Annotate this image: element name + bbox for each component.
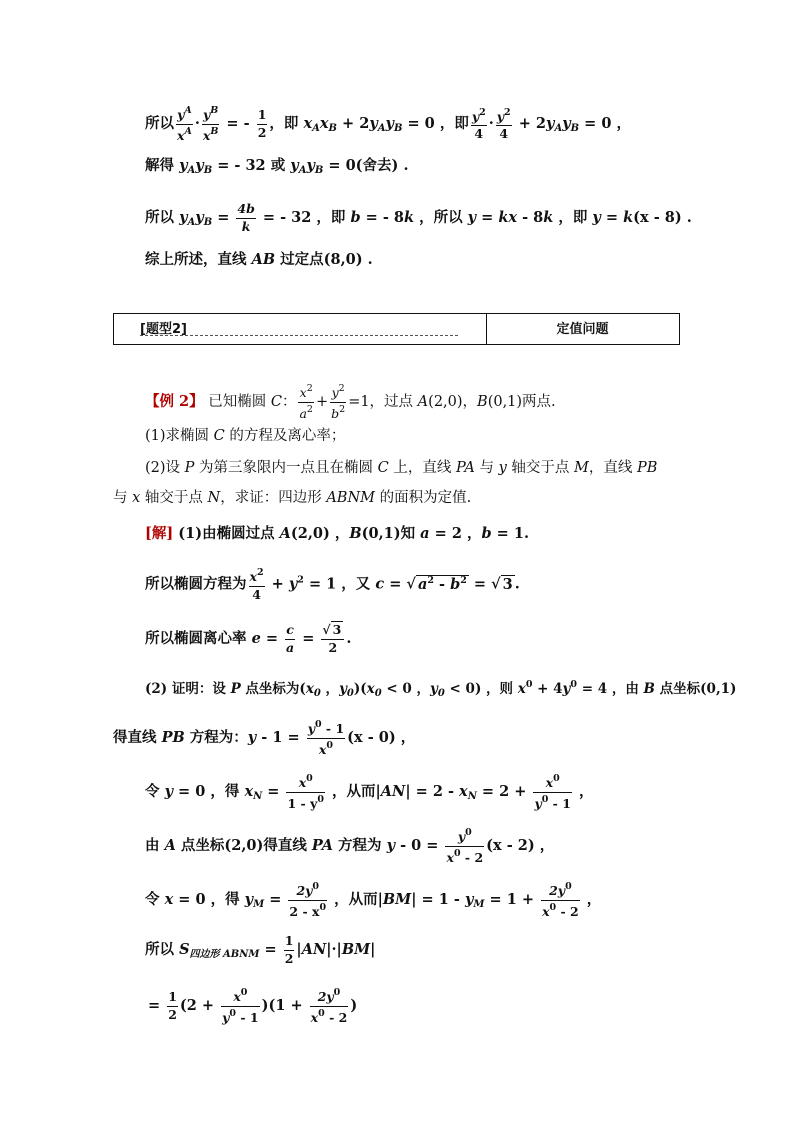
text: y <box>244 891 254 908</box>
text: + 2 <box>513 115 547 132</box>
text: · <box>194 115 200 132</box>
text: = <box>262 783 285 800</box>
question-2-line-2 <box>113 488 471 508</box>
text: PB <box>636 460 658 476</box>
text: < 0 ， <box>381 681 431 697</box>
text: c <box>375 575 385 593</box>
text: |·| <box>326 941 342 958</box>
text: y <box>369 115 378 132</box>
text: = <box>148 997 166 1014</box>
text: = 2 ， <box>429 525 482 542</box>
text: y <box>179 157 188 174</box>
sqrt-sign: √ <box>406 575 416 593</box>
text: y <box>464 891 474 908</box>
text: y <box>498 460 507 476</box>
text: = - 32 或 <box>212 157 291 174</box>
text: 0 <box>374 688 382 699</box>
text: b <box>481 525 492 542</box>
solution-line-5 <box>113 720 415 756</box>
text: x <box>319 115 329 132</box>
text: (1)求椭圆 <box>145 428 214 444</box>
text: ，从而| <box>326 783 381 800</box>
fraction: $\frac{y^2}{b^2}$ <box>331 383 346 421</box>
fraction: $\frac{y^0}{x^0 - 2}$ <box>446 827 484 865</box>
solution-line-3 <box>145 624 351 654</box>
sqrt-body: $a^2 - b^2$ <box>417 574 467 593</box>
text: C <box>270 394 282 410</box>
text: ，从而| <box>329 891 383 908</box>
text: + 2 <box>337 115 370 132</box>
text: 得直线 <box>113 729 162 746</box>
text: = <box>221 115 244 132</box>
text: A <box>164 837 176 854</box>
text: A <box>377 123 386 134</box>
text: B <box>314 165 324 176</box>
text: (2)设 <box>145 460 185 476</box>
text: k <box>623 209 634 226</box>
text: ， <box>581 891 602 908</box>
text: y <box>546 115 555 132</box>
text: 过定点(8,0) . <box>275 251 373 268</box>
text: 0 <box>346 688 354 699</box>
text: A <box>298 165 307 176</box>
text: a <box>420 525 430 542</box>
fraction: $\frac{1}{2}$ <box>284 933 294 966</box>
text: (x - 2) ， <box>486 837 555 854</box>
text: A <box>417 394 429 410</box>
text: · <box>488 115 494 132</box>
text: + <box>266 575 289 593</box>
topic-tag: [题型2] <box>140 322 187 337</box>
text: ，求证：四边形 <box>220 490 327 506</box>
text: = 2 + <box>476 783 532 800</box>
text: ， <box>320 681 340 697</box>
text: x <box>517 681 526 697</box>
text: = 0 ，得 <box>173 891 245 908</box>
text: 令 <box>145 891 165 908</box>
text: N <box>467 791 477 802</box>
text: 由 <box>145 837 165 854</box>
text: x <box>164 891 174 908</box>
text: 0 <box>570 679 578 690</box>
text: + <box>315 394 329 410</box>
text: A <box>187 217 196 228</box>
text: 与 <box>474 460 499 476</box>
fraction: $\frac{x^0}{y^0 - 1}$ <box>222 987 259 1025</box>
text: y <box>195 157 204 174</box>
fraction: $\frac{x^0}{1 - y^0}$ <box>287 773 324 811</box>
solution-line-7 <box>145 828 554 864</box>
text: 轴交于点 <box>140 490 208 506</box>
line-1 <box>145 106 631 142</box>
text: 所以椭圆方程为 <box>145 575 247 593</box>
topic-banner-left <box>114 314 487 344</box>
text: 所以 <box>145 941 180 958</box>
text: C <box>377 460 389 476</box>
text: y <box>339 681 347 697</box>
text: k <box>543 209 554 226</box>
text: 点坐标(2,0)得直线 <box>175 837 312 854</box>
dashed-divider <box>140 335 458 336</box>
fraction: $\frac{x^2}{a^2}$ <box>299 383 313 421</box>
line-3 <box>145 203 692 233</box>
text: 为第三象限内一点且在椭圆 <box>194 460 378 476</box>
text: M <box>574 460 589 476</box>
text: 所以椭圆离心率 <box>145 630 252 647</box>
solution-line-9 <box>145 935 375 965</box>
text: AN <box>380 783 406 800</box>
text: B <box>203 217 213 228</box>
text: x <box>366 681 375 697</box>
line-4 <box>145 250 373 270</box>
text: = <box>384 575 407 593</box>
text: B <box>328 123 337 134</box>
text: (2) 证明：设 <box>145 681 231 697</box>
text: B <box>643 681 655 697</box>
text: ，即 <box>269 115 304 132</box>
topic-banner <box>113 313 680 345</box>
fraction: $\frac{1}{2}$ <box>257 107 267 140</box>
text: - 1 = <box>256 729 305 746</box>
solution-line-1 <box>145 524 529 544</box>
text: y <box>179 209 188 226</box>
fraction: $\frac{y^0 - 1}{x^0}$ <box>307 719 345 757</box>
text: 上，直线 <box>388 460 456 476</box>
text: 令 <box>145 783 165 800</box>
text: ： <box>281 394 297 410</box>
text: BM <box>341 941 371 958</box>
text: )(1 + <box>261 997 308 1014</box>
text: = <box>476 209 499 226</box>
text: B <box>349 525 362 542</box>
sqrt-body: 3 <box>502 575 513 593</box>
text: 0 <box>525 679 533 690</box>
text: 与 <box>113 490 133 506</box>
text: y <box>164 783 173 800</box>
text: AN <box>301 941 327 958</box>
text: ABNM <box>326 490 375 506</box>
text: (2,0)， <box>428 394 478 410</box>
solution-line-6 <box>145 774 593 810</box>
text: ，所以 <box>414 209 468 226</box>
text: = 0(舍去) . <box>323 157 409 174</box>
text: y <box>290 157 299 174</box>
text: y <box>306 157 315 174</box>
text: B <box>477 394 488 410</box>
question-1 <box>145 426 345 446</box>
text: = <box>264 891 287 908</box>
solution-tag: [解] <box>145 525 174 542</box>
text: 综上所述，直线 <box>145 251 252 268</box>
fraction: $\frac{y^2}{4}$ <box>496 106 511 141</box>
solution-line-4 <box>145 675 736 704</box>
question-2-line-1 <box>145 458 657 478</box>
text: y <box>385 115 394 132</box>
text: 解得 <box>145 157 180 174</box>
text: | = 1 - <box>411 891 465 908</box>
text: A <box>187 165 196 176</box>
text: 点坐标(0,1) <box>654 681 737 697</box>
text: + 4 <box>532 681 563 697</box>
fraction: $\frac{2y^0}{2 - x^0}$ <box>289 881 327 919</box>
text: N <box>253 791 263 802</box>
text: AB <box>251 251 276 268</box>
text: ， <box>573 783 594 800</box>
text: x <box>303 115 313 132</box>
text: 轴交于点 <box>506 460 575 476</box>
text: (2,0) ， <box>290 525 350 542</box>
text: e <box>251 630 261 647</box>
text: 四边形 ABNM <box>189 949 260 960</box>
text: y <box>247 729 257 746</box>
text: y <box>430 681 438 697</box>
text: P <box>184 460 195 476</box>
text: = <box>259 941 282 958</box>
text: = - 8 <box>360 209 404 226</box>
topic-title: 定值问题 <box>556 322 609 337</box>
text: BM <box>382 891 412 908</box>
text: = 0 ，得 <box>173 783 245 800</box>
text: . <box>514 575 520 593</box>
example-tag: 【例 2】 <box>145 393 204 410</box>
text: )( <box>353 681 367 697</box>
text: = 1 ，又 <box>303 575 376 593</box>
text: (1)由椭圆过点 <box>173 525 280 542</box>
fraction: $\frac{4b}{k}$ <box>237 201 255 234</box>
text: = 0 ，即 <box>402 115 469 132</box>
text: | = 2 - <box>405 783 460 800</box>
text: S <box>179 941 190 958</box>
text: N <box>207 490 221 506</box>
text: (x - 8) . <box>633 209 692 226</box>
text: 方程为： <box>184 729 248 746</box>
text: 点坐标为( <box>240 681 306 697</box>
fraction: $\frac{2y^0}{x^0 - 2}$ <box>310 987 348 1025</box>
text: A <box>279 525 291 542</box>
solution-line-2 <box>145 568 520 601</box>
text: B <box>203 165 213 176</box>
example-2-line <box>145 384 556 420</box>
text: 0 <box>437 688 445 699</box>
text: = <box>297 630 320 647</box>
text: 的方程及离心率； <box>224 428 346 444</box>
text: y <box>288 575 298 593</box>
text: ，直线 <box>588 460 637 476</box>
solution-line-10 <box>148 988 357 1024</box>
text: = <box>468 575 492 593</box>
fraction: $\frac{c}{a}$ <box>286 622 295 655</box>
text: 所以 <box>145 209 180 226</box>
text: x <box>244 783 254 800</box>
text: B <box>393 123 403 134</box>
text: b <box>350 209 361 226</box>
text: PA <box>311 837 333 854</box>
text: (x - 0) ， <box>347 729 416 746</box>
text: 0 <box>313 688 321 699</box>
text: y <box>562 681 571 697</box>
fraction: $\frac{x^2}{4}$ <box>249 567 264 602</box>
text: C <box>213 428 225 444</box>
text: P <box>230 681 241 697</box>
text: PB <box>161 729 185 746</box>
text: | <box>296 941 302 958</box>
text: =1，过点 <box>348 394 418 410</box>
fraction: $\frac{1}{2}$ <box>168 989 177 1022</box>
text: B <box>570 123 580 134</box>
text: = <box>212 209 235 226</box>
text: y <box>467 209 477 226</box>
text: x <box>459 783 468 800</box>
text: 所以 <box>145 115 174 132</box>
text: - 0 = <box>395 837 444 854</box>
text: y <box>592 209 601 226</box>
text: . <box>346 630 352 647</box>
text: A <box>554 123 563 134</box>
text: y <box>195 209 204 226</box>
text: x <box>132 490 141 506</box>
text: (0,1)两点. <box>487 394 556 410</box>
sqrt-sign: √ <box>491 575 501 593</box>
text: (0,1)知 <box>361 525 421 542</box>
text: | <box>370 941 376 958</box>
text: - <box>243 115 255 132</box>
text: M <box>473 899 485 910</box>
text: = 1 + <box>484 891 540 908</box>
fraction: $\frac{y^A}{x^A}$ <box>177 105 192 143</box>
text: = 4 ，由 <box>577 681 644 697</box>
solution-line-8 <box>145 882 601 918</box>
fraction: $\frac{2y^0}{x^0 - 2}$ <box>542 881 579 919</box>
text: - 8 <box>517 209 544 226</box>
text: < 0) ，则 <box>444 681 518 697</box>
text: 已知椭圆 <box>203 394 271 410</box>
fraction: $\frac{y^B}{x^B}$ <box>202 105 219 143</box>
text: y <box>562 115 571 132</box>
text: kx <box>498 209 518 226</box>
text: = - 32 ，即 <box>257 209 351 226</box>
text: A <box>312 123 320 134</box>
text: y <box>386 837 396 854</box>
text: = 0 ， <box>579 115 631 132</box>
fraction: $\frac{√ 3}{2}$ <box>321 624 344 654</box>
text: (2 + <box>179 997 220 1014</box>
text: ，即 <box>553 209 593 226</box>
fraction: $\frac{y^2}{4}$ <box>471 106 486 141</box>
text: 方程为 <box>332 837 387 854</box>
text: 2 <box>297 574 304 586</box>
text: x <box>305 681 314 697</box>
line-2 <box>145 156 409 181</box>
text: PA <box>455 460 475 476</box>
fraction: $\frac{x^0}{y^0 - 1}$ <box>534 773 571 811</box>
text: k <box>404 209 415 226</box>
text: 的面积为定值. <box>374 490 472 506</box>
text: ) <box>350 997 358 1014</box>
text: M <box>253 899 265 910</box>
text: = <box>600 209 624 226</box>
text: = 1. <box>491 525 529 542</box>
text: = <box>260 630 284 647</box>
